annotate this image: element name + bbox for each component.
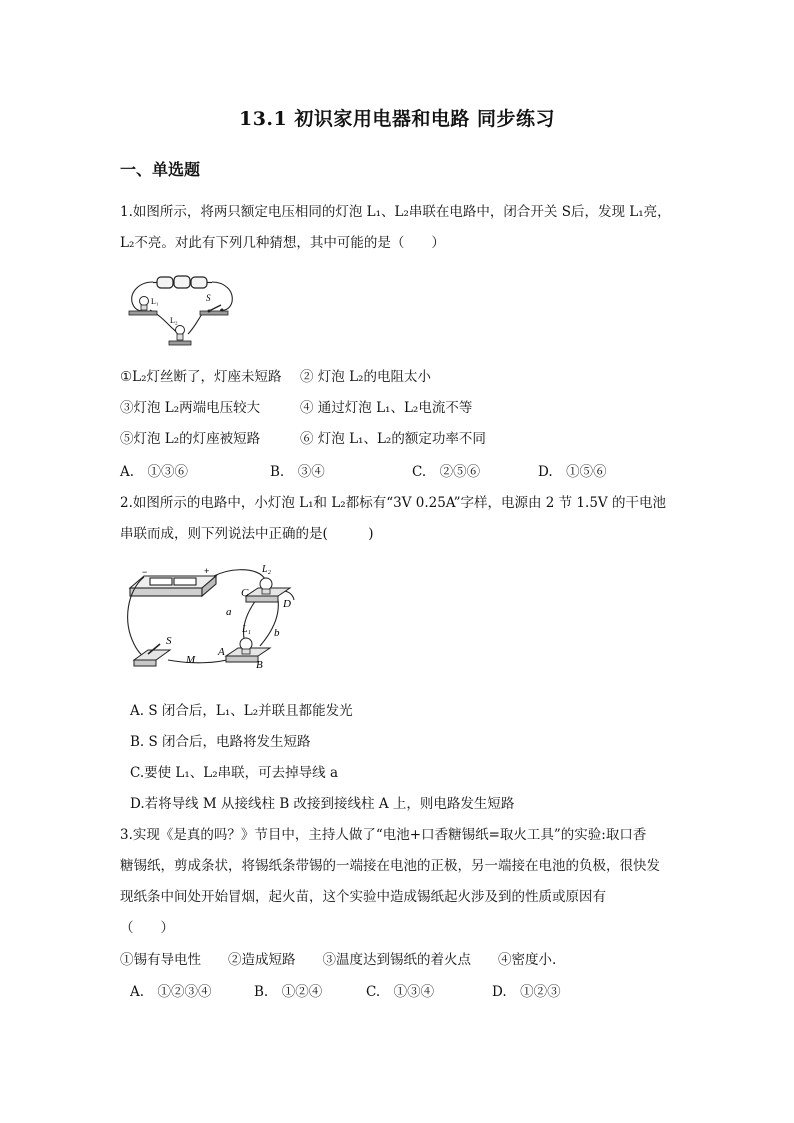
q3-stem-line-4: （ ） xyxy=(120,920,174,936)
q1-circuit-figure xyxy=(124,270,236,352)
q1-guess-1: ①L₂灯丝断了，灯座未短路 xyxy=(120,369,282,385)
q3-stem-line-2: 糖锡纸，剪成条状，将锡纸条带锡的一端接在电池的正极，另一端接在电池的负极，很快发 xyxy=(120,858,660,874)
q2-label-wire-b: b xyxy=(274,627,280,639)
q1-guess-row-1 xyxy=(120,367,431,387)
q1-option-d[interactable]: D. ①⑤⑥ xyxy=(538,464,607,480)
q1-label-s: S xyxy=(206,293,211,303)
q1-guess-2: ② 灯泡 L₂的电阻太小 xyxy=(300,369,431,385)
q2-option-d[interactable]: D.若将导线 M 从接线柱 B 改接到接线柱 A 上，则电路发生短路 xyxy=(130,796,515,812)
q2-label-s: S xyxy=(166,635,172,647)
q2-label-b: B xyxy=(256,659,263,671)
q2-label-c: C xyxy=(241,587,249,599)
q1-label-l1: L₁ xyxy=(151,297,159,306)
q2-option-b[interactable]: B. S 闭合后，电路将发生短路 xyxy=(130,734,311,750)
q3-option-c[interactable]: C. ①③④ xyxy=(366,984,435,1000)
q2-label-l2: L₂ xyxy=(262,564,272,575)
q1-option-a[interactable]: A. ①③⑥ xyxy=(120,464,189,480)
q1-guess-6: ⑥ 灯泡 L₁、L₂的额定功率不同 xyxy=(300,431,486,447)
q2-label-l1: L₁ xyxy=(242,624,252,635)
q2-option-c[interactable]: C.要使 L₁、L₂串联，可去掉导线 a xyxy=(130,765,339,781)
q2-battery-box xyxy=(130,576,216,596)
section-heading: 一、单选题 xyxy=(120,160,201,179)
q2-label-plus: + xyxy=(204,566,210,576)
q1-stem-line-2: L₂不亮。对此有下列几种猜想，其中可能的是（ ） xyxy=(120,235,445,251)
q2-circuit-figure xyxy=(120,560,310,678)
q1-guess-5: ⑤灯泡 L₂的灯座被短路 xyxy=(120,431,261,447)
q3-stem-line-1: 3.实现《是真的吗？》节目中，主持人做了“电池+口香糖锡纸=取火工具”的实验:取口香 xyxy=(120,827,647,843)
q2-label-m: M xyxy=(186,654,196,666)
q3-option-d[interactable]: D. ①②③ xyxy=(492,984,561,1000)
q2-option-a[interactable]: A. S 闭合后，L₁、L₂并联且都能发光 xyxy=(130,703,353,719)
q2-stem-line-2: 串联而成，则下列说法中正确的是( ) xyxy=(120,526,374,542)
q3-reasons: ①锡有导电性 ②造成短路 ③温度达到锡纸的着火点 ④密度小. xyxy=(120,952,557,968)
q1-guess-row-3 xyxy=(120,429,486,449)
q1-guess-4: ④ 通过灯泡 L₁、L₂电流不等 xyxy=(300,400,473,416)
q1-label-l2: L₂ xyxy=(170,316,178,325)
q3-stem-line-3: 现纸条中间处开始冒烟，起火苗，这个实验中造成锡纸起火涉及到的性质或原因有 xyxy=(120,889,606,905)
q1-stem-line-1: 1.如图所示，将两只额定电压相同的灯泡 L₁、L₂串联在电路中，闭合开关 S后，发现 L₁亮， xyxy=(120,204,671,220)
q2-label-a: A xyxy=(218,646,225,658)
q2-label-minus: − xyxy=(142,567,148,577)
q1-guess-row-2 xyxy=(120,398,473,418)
q1-guess-3: ③灯泡 L₂两端电压较大 xyxy=(120,400,261,416)
q3-option-b[interactable]: B. ①②④ xyxy=(254,984,323,1000)
page-title: 13.1 初识家用电器和电路 同步练习 xyxy=(238,108,555,130)
q2-stem-line-1: 2.如图所示的电路中，小灯泡 L₁和 L₂都标有“3V 0.25A”字样，电源由 2 节 1.5V 的干电池 xyxy=(120,495,666,511)
q2-label-wire-a: a xyxy=(226,606,232,618)
q1-option-c[interactable]: C. ②⑤⑥ xyxy=(412,464,481,480)
q2-label-d: D xyxy=(283,598,291,610)
q1-option-b[interactable]: B. ③④ xyxy=(270,464,325,480)
q1-battery xyxy=(153,276,212,288)
q3-option-a[interactable]: A. ①②③④ xyxy=(130,984,212,1000)
